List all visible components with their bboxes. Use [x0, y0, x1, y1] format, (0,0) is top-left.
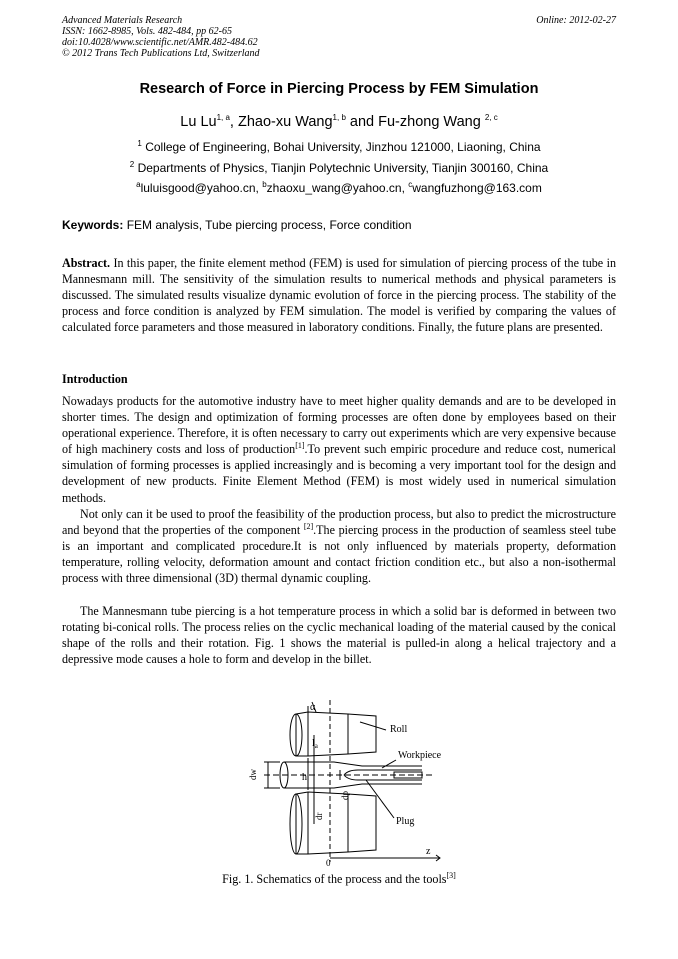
author-line	[62, 114, 616, 130]
author-affil-mark: 2, c	[484, 113, 498, 123]
intro-paragraph-3: The Mannesmann tube piercing is a hot temperature process in which a solid bar is deformed in between two rotating bi-conical rolls. The process relies on the cyclic mechanical loading of the material caused by the conical shape of the rolls and their rotation. Fig. 1 shows the material is pulled-in along a helical trajectory and a depressive mode causes a hole to form and develop in the billet.	[62, 604, 616, 667]
author-separator: and	[345, 114, 379, 130]
h-label: h	[302, 772, 307, 783]
keywords-label: Keywords:	[62, 218, 124, 232]
email-mark: c	[408, 180, 413, 189]
author-name: Zhao-xu Wang	[237, 114, 333, 130]
doi-line: doi:10.4028/www.scientific.net/AMR.482-484.62	[62, 37, 258, 48]
author-name: Lu Lu	[180, 114, 217, 130]
affiliation-mark: 2	[129, 160, 135, 169]
keywords-text: FEM analysis, Tube piercing process, Force condition	[123, 218, 412, 232]
author-affil-mark: 1, b	[332, 113, 346, 123]
abstract-text: In this paper, the finite element method (FEM) is used for simulation of piercing process of the tube in Mannesmann mill. The sensitivity of the simulation results to numerical methods and physical parameters is discussed. The simulated results visualize dynamic evolution of force in the piercing process. The stability of the process and force condition is analyzed by FEM simulation. The model is verified by comparing the values of calculated force parameters and those measured in laboratory conditions. Finally, the future plans are presented.	[62, 256, 616, 335]
journal-header	[62, 15, 616, 59]
intro-paragraph-2	[62, 506, 616, 586]
dw-label: dw	[248, 769, 258, 780]
paragraph-text: Not only can it be used to proof the feasibility of the production process, but also to predict the microstructure and beyond that the properties of the component	[62, 507, 616, 538]
section-heading-introduction: Introduction	[62, 372, 128, 386]
email-address: wangfuzhong@163.com	[412, 181, 542, 195]
paragraph-text: Nowadays products for the automotive industry have to meet higher quality demands and are to be developed in shorter times. The design and optimization of forming processes are often done by employees based on their operational experience. Therefore, it is often necessary to carry out experiments which are very expensive because of high machinery costs and loss of production	[62, 394, 616, 457]
workpiece-label: Workpiece	[398, 750, 442, 761]
author-affil-mark: 1, a	[216, 113, 230, 123]
journal-name: Advanced Materials Research	[62, 15, 183, 26]
dp-label: dp	[340, 791, 350, 800]
z-label: z	[426, 846, 431, 857]
issn-line: ISSN: 1662-8985, Vols. 482-484, pp 62-65	[62, 26, 232, 37]
citation-ref: [2]	[303, 522, 314, 532]
email-address: zhaoxu_wang@yahoo.cn,	[266, 181, 409, 195]
email-line	[62, 181, 616, 195]
piercing-schematic-diagram	[244, 700, 444, 866]
email-mark: b	[262, 180, 267, 189]
citation-ref: [3]	[446, 870, 456, 880]
email-mark: a	[136, 180, 141, 189]
citation-ref: [1]	[295, 441, 305, 451]
abstract	[62, 255, 616, 335]
paragraph-text: .The piercing process in the production of seamless steel tube is an important and complicated procedure.It is not only influenced by materials property, deformation temperature, rolling velocity, deformation amount and contact friction condition etc., but also a non-isothermal process with three dimensional (3D) thermal dynamic coupling.	[62, 523, 616, 586]
keywords	[62, 218, 616, 232]
plug-label: Plug	[396, 816, 415, 827]
dr-label: dr	[314, 812, 324, 820]
caption-text: Fig. 1. Schematics of the process and the tools	[222, 872, 447, 886]
la-label: $l_a$	[312, 738, 318, 750]
figure-1-schematic	[244, 700, 444, 866]
origin-label: 0	[326, 858, 331, 866]
copyright-line: © 2012 Trans Tech Publications Ltd, Switzerland	[62, 48, 260, 59]
affiliation-text: College of Engineering, Bohai University, Jinzhou 121000, Liaoning, China	[145, 140, 541, 154]
roll-label: Roll	[390, 724, 408, 735]
online-date: Online: 2012-02-27	[536, 15, 616, 26]
author-separator: ,	[229, 114, 238, 130]
intro-paragraph-1	[62, 393, 616, 506]
alpha-label: α	[310, 702, 316, 713]
affiliation-mark: 1	[137, 139, 142, 148]
paper-title: Research of Force in Piercing Process by FEM Simulation	[139, 81, 539, 97]
author-name: Fu-zhong Wang	[378, 114, 481, 130]
email-address: luluisgood@yahoo.cn,	[140, 181, 263, 195]
affiliation-text: Departments of Physics, Tianjin Polytechnic University, Tianjin 300160, China	[137, 161, 549, 175]
abstract-label: Abstract.	[62, 256, 111, 270]
paragraph-text: .To prevent such empiric procedure and reduce cost, numerical simulation of forming processes is applied increasingly and is becoming a very important tool for the design and development of new products. Finite Element Method (FEM) is most widely used in numerical simulation methods.	[62, 442, 616, 505]
affiliation-2	[62, 161, 616, 175]
affiliation-1	[62, 140, 616, 154]
figure-caption	[62, 872, 616, 887]
